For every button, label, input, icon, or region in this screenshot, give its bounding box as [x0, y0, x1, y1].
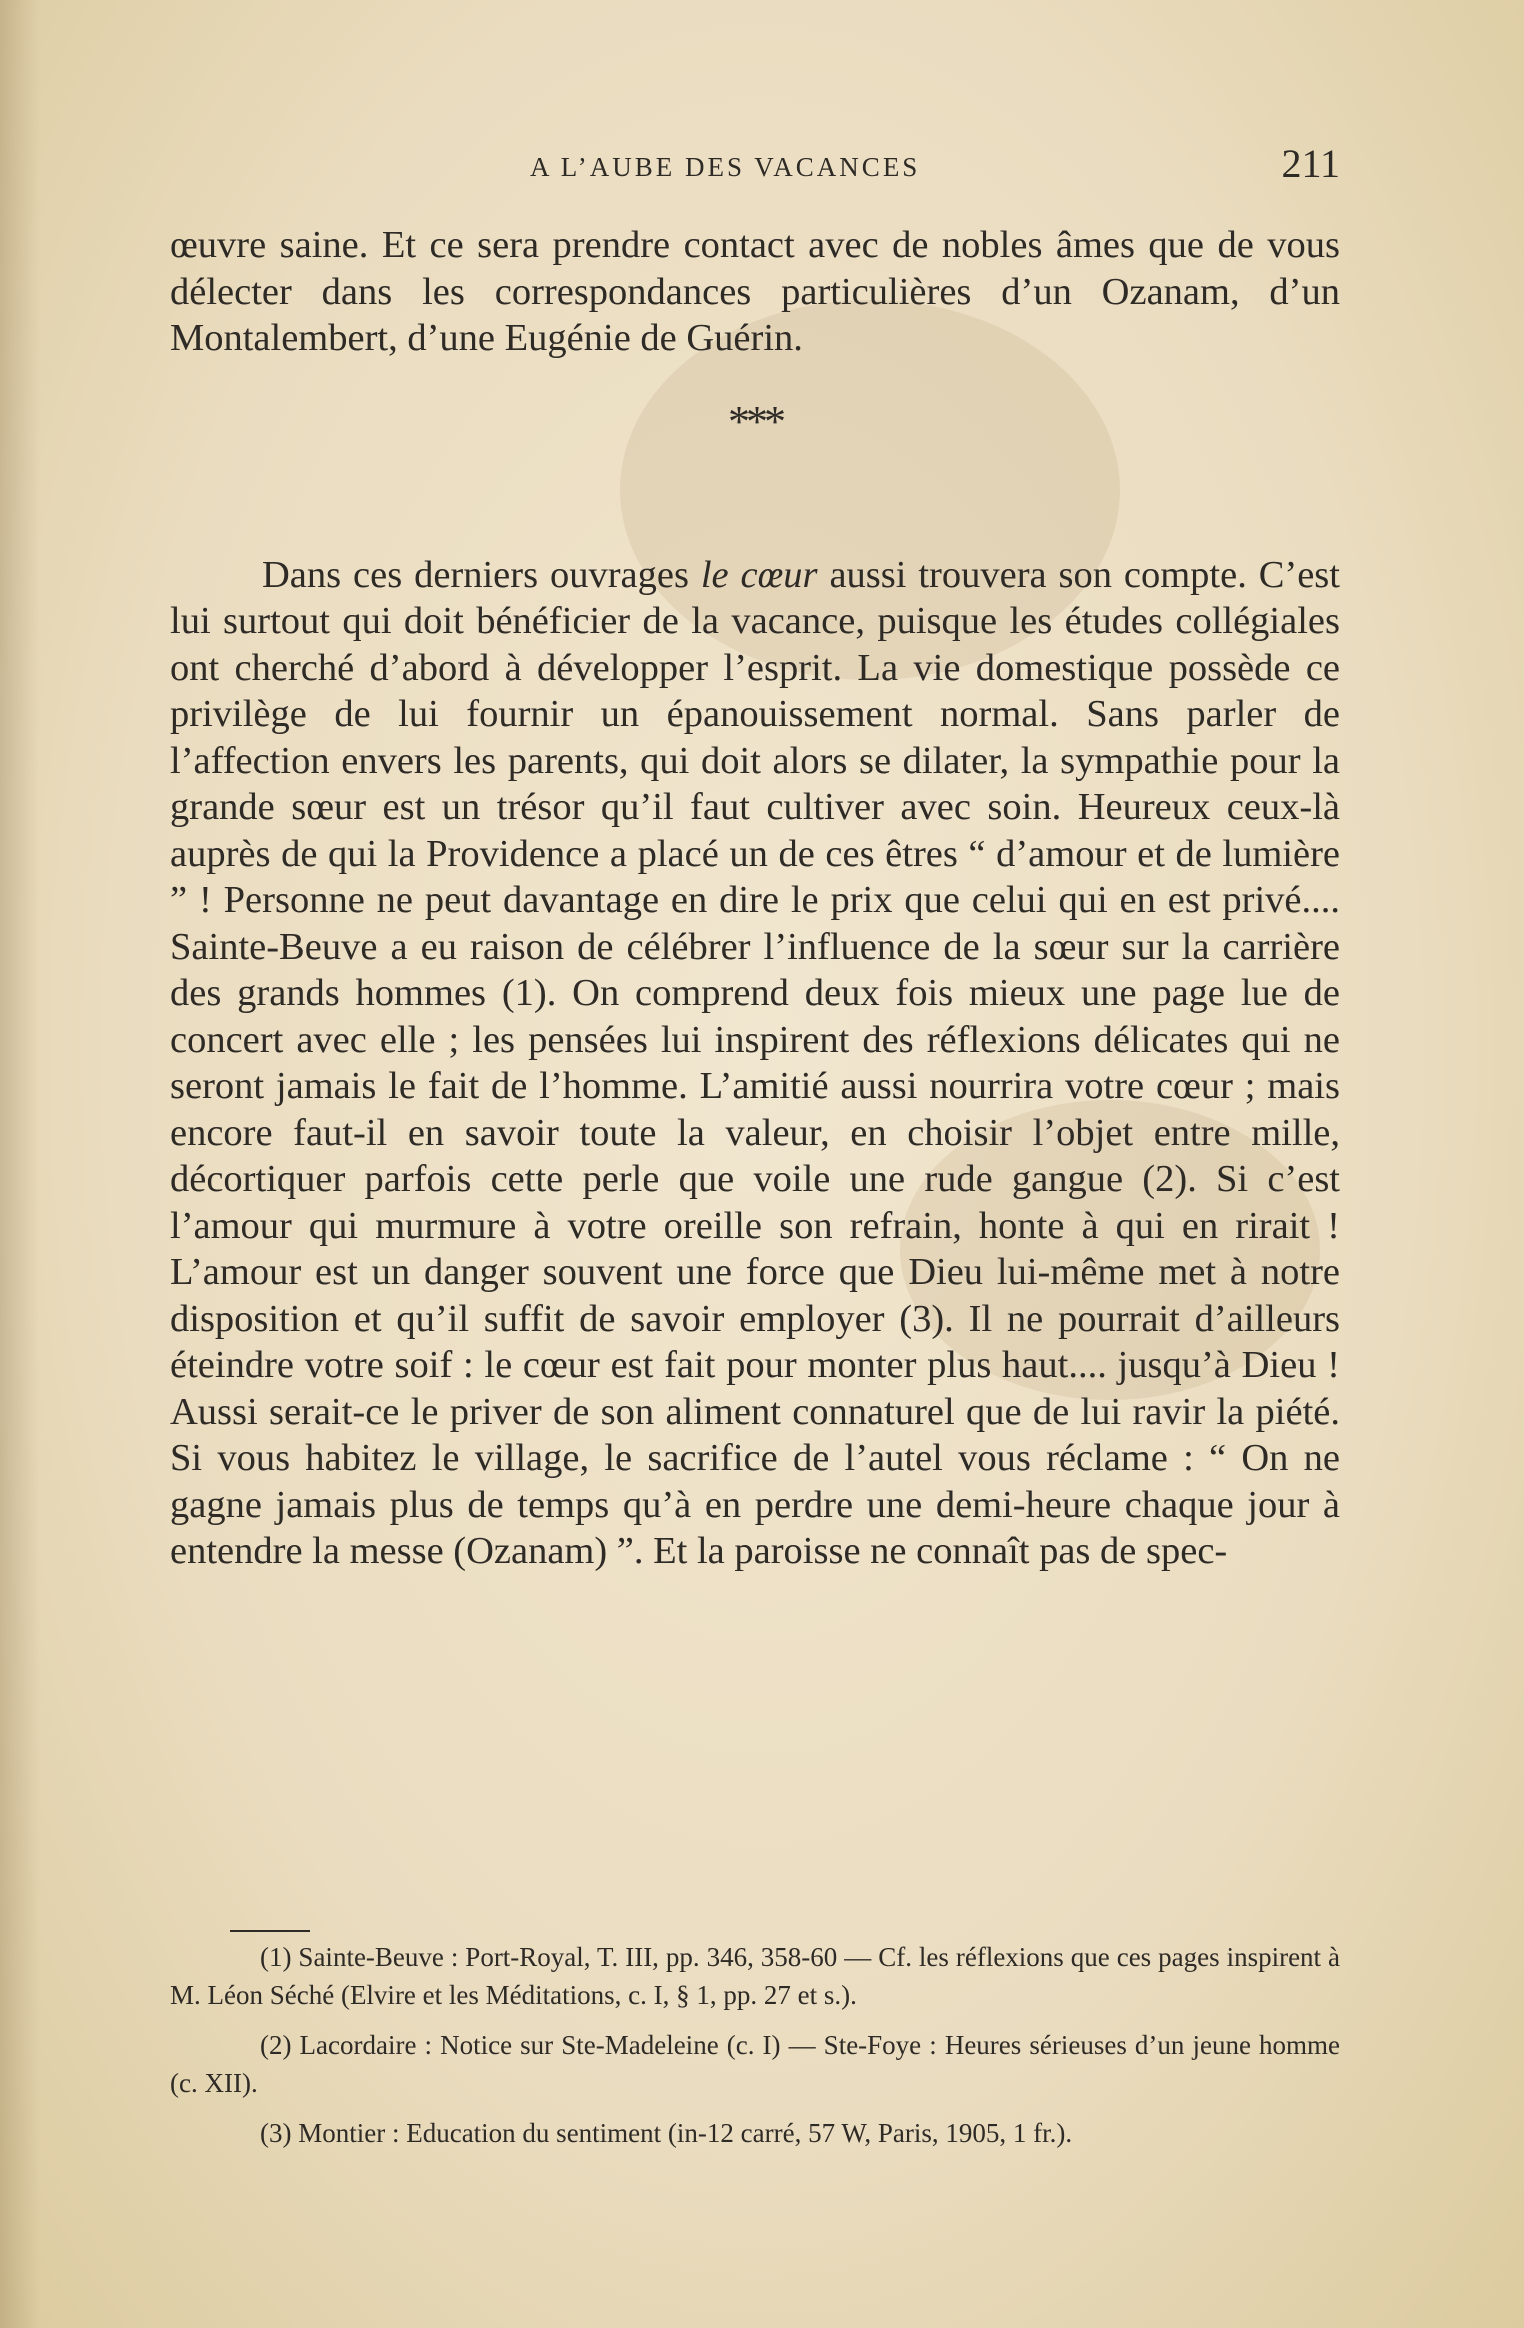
page-number: 211: [1281, 141, 1340, 186]
footnote: (3) Montier : Education du sentiment (in-12 carré, 57 W, Paris, 1905, 1 fr.).: [260, 2118, 1073, 2148]
paragraph-rest: aussi trouvera son compte. C’est lui surtout qui doit bénéficier de la vacance, puisque les études collégiales ont cherché d’abord à développer l’esprit. La vie domestique possède ce privilège de lui fournir un épanouissement normal. Sans parler de l’affection envers les parents, qui doit alors se dilater, la sympathie pour la grande sœur est un trésor qu’il faut cultiver avec soin. Heureux ceux-là auprès de qui la Providence a placé un de ces êtres “ d’amour et de lumière ” ! Personne ne peut davantage en dire le prix que celui qui en est privé.... Sainte-Beuve a eu raison de célébrer l’influence de la sœur sur la carrière des grands hommes (1). On comprend deux fois mieux une page lue de concert avec elle ; les pensées lui inspirent des réflexions délicates qui ne seront jamais le fait de l’homme. L’amitié aussi nourrira votre cœur ; mais encore faut-il en savoir toute la valeur, en choisir l’objet entre mille, décortiquer parfois cette perle que voile une rude gangue (2). Si c’est l’amour qui murmure à votre oreille son refrain, honte à qui en rirait ! L’amour est un danger souvent une force que Dieu lui-même met à notre disposition et qu’il suffit de savoir employer (3). Il ne pourrait d’ailleurs éteindre votre soif : le cœur est fait pour monter plus haut.... jusqu’à Dieu ! Aussi serait-ce le priver de son aliment connaturel que de lui ravir la piété. Si vous habitez le village, le sacrifice de l’autel vous réclame : “ On ne gagne jamais plus de temps qu’à en perdre une demi-heure chaque jour à entendre la messe (Ozanam) ”. Et la paroisse ne connaît pas de spec-: [170, 553, 1340, 1572]
footnote-rule: [230, 1930, 310, 1932]
body-text: [170, 222, 1340, 1575]
paragraph: œuvre saine. Et ce sera prendre contact avec de nobles âmes que de vous délecter dans les correspondances particulières d’un Ozanam, d’un Montalembert, d’une Eugénie de Guérin.: [170, 224, 1340, 359]
running-title: A L’AUBE DES VACANCES: [530, 152, 921, 182]
italic-phrase: le cœur: [700, 553, 818, 596]
section-separator: [170, 362, 1340, 552]
asterism: ***: [728, 396, 782, 446]
footnote: (1) Sainte-Beuve : Port-Royal, T. III, pp. 346, 358-60 — Cf. les réflexions que ces pages inspirent à M. Léon Séché (Elvire et les Méditations, c. I, § 1, pp. 27 et s.).: [170, 1942, 1340, 2010]
footnotes: [170, 1938, 1340, 2164]
footnote: (2) Lacordaire : Notice sur Ste-Madeleine (c. I) — Ste-Foye : Heures sérieuses d’un jeune homme (c. XII).: [170, 2030, 1340, 2098]
paragraph-start: Dans ces derniers ouvrages: [262, 553, 701, 596]
paragraph: [170, 552, 1340, 1575]
running-head: [170, 140, 1340, 200]
